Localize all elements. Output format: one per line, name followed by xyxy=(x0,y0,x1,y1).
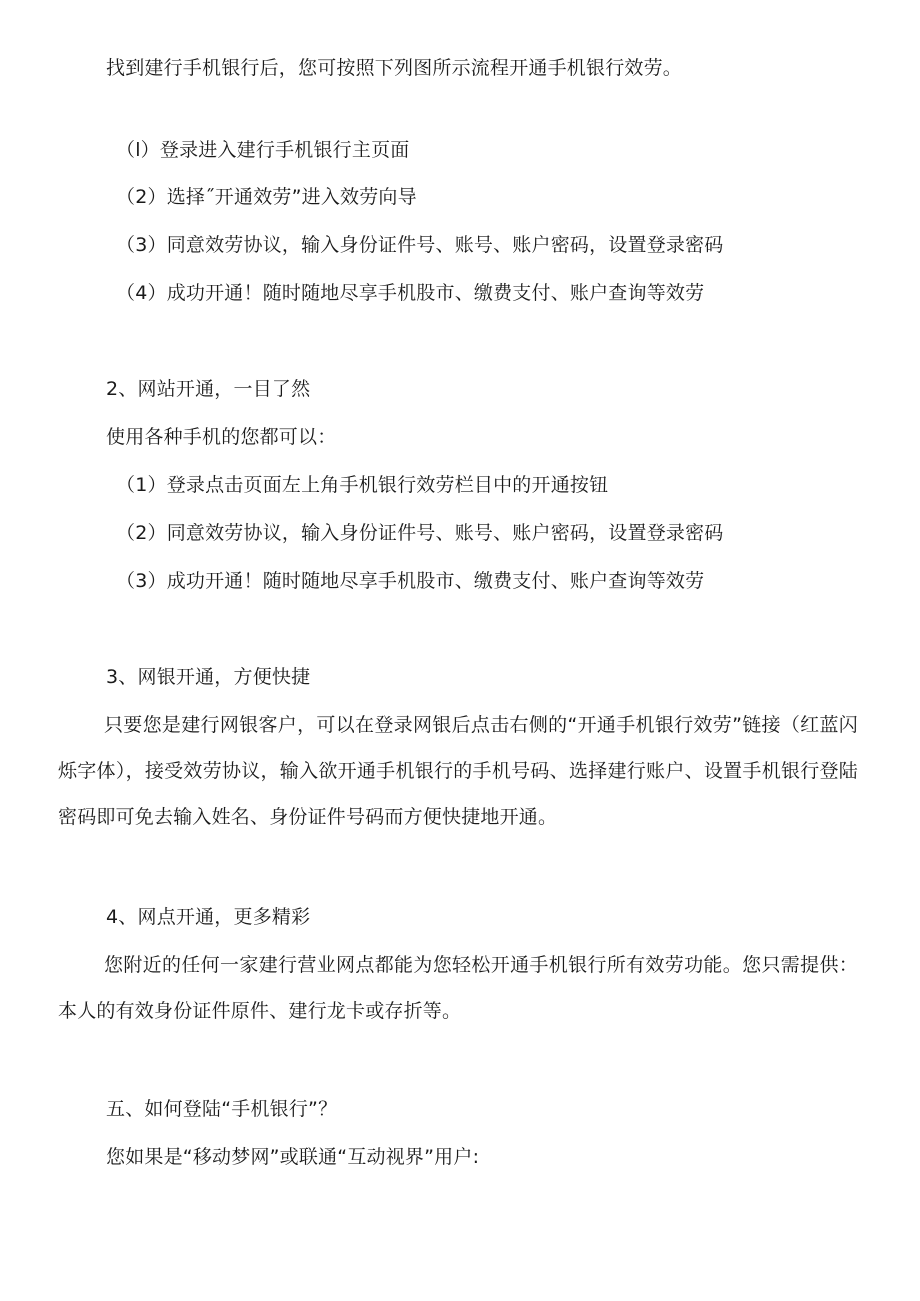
section5-heading: 五、如何登陆“手机银行”？ xyxy=(106,1098,338,1120)
section2-step-1: （1）登录点击页面左上角手机银行效劳栏目中的开通按钮 xyxy=(116,474,609,496)
app-step-4: （4）成功开通！随时随地尽享手机股市、缴费支付、账户查询等效劳 xyxy=(116,282,705,304)
section4-heading: 4、网点开通，更多精彩 xyxy=(106,906,311,928)
section5-lead: 您如果是“移动梦网”或联通“互动视界”用户: xyxy=(106,1146,480,1168)
section3-body: 只要您是建行网银客户，可以在登录网银后点击右侧的“开通手机银行效劳”链接（红蓝闪烁字体），接受效劳协议，输入欲开通手机银行的手机号码、选择建行账户、设置手机银行登陆密码即可免去输入姓名、身份证件号码而方便快捷地开通。 xyxy=(58,714,858,828)
section2-lead: 使用各种手机的您都可以： xyxy=(106,426,337,448)
app-step-1: （l）登录进入建行手机银行主页面 xyxy=(116,139,410,161)
app-step-2: （2）选择˝开通效劳”进入效劳向导 xyxy=(116,186,417,208)
section2-heading: 2、网站开通，一目了然 xyxy=(106,378,311,400)
section2-step-3: （3）成功开通！随时随地尽享手机股市、缴费支付、账户查询等效劳 xyxy=(116,570,705,592)
app-step-3: （3）同意效劳协议，输入身份证件号、账号、账户密码，设置登录密码 xyxy=(116,234,724,256)
section3-heading: 3、网银开通，方便快捷 xyxy=(106,666,311,688)
section2-step-2: （2）同意效劳协议，输入身份证件号、账号、账户密码，设置登录密码 xyxy=(116,522,724,544)
section4-body: 您附近的任何一家建行营业网点都能为您轻松开通手机银行所有效劳功能。您只需提供：本人的有效身份证件原件、建行龙卡或存折等。 xyxy=(58,954,858,1022)
intro-text: 找到建行手机银行后，您可按照下列图所示流程开通手机银行效劳。 xyxy=(106,57,683,79)
